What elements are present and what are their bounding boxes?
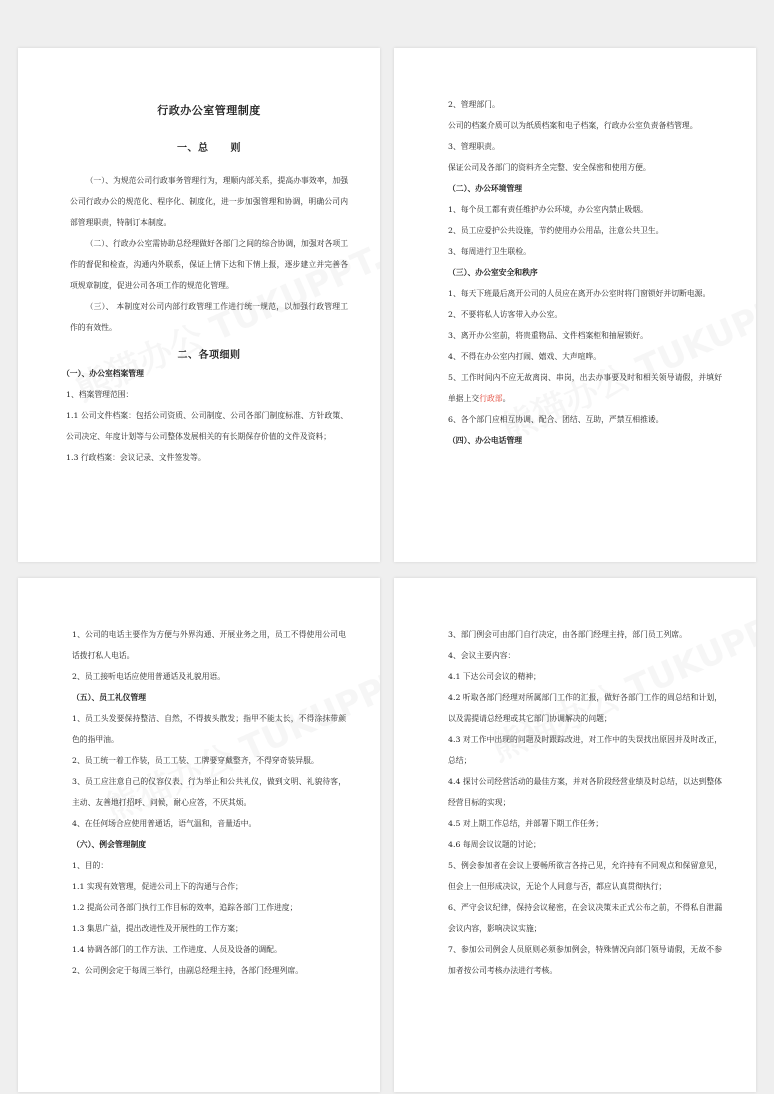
- document-title: 行政办公室管理制度: [157, 104, 261, 117]
- document-page-3: [18, 578, 380, 1092]
- paragraph: 3、员工应注意自己的仪容仪表、行为举止和公共礼仪，做到文明、礼貌待客，主动、友善地打招呼、问候，耐心应答，不厌其烦。: [72, 777, 346, 807]
- paragraph: 2、管理部门。: [448, 100, 500, 109]
- paragraph: 1、目的：: [72, 861, 109, 870]
- paragraph: 4.2 听取各部门经理对所属部门工作的汇报，做好各部门工作的周总结和计划，以及需提请总经理或其它部门协调解决的问题；: [448, 693, 722, 723]
- paragraph: 1、公司的电话主要作为方便与外界沟通、开展业务之用，员工不得使用公司电话拨打私人电话。: [72, 630, 346, 660]
- paragraph: 2、不要将私人访客带入办公室。: [448, 310, 563, 319]
- chapter-heading-details: 二、各项细则: [177, 350, 241, 361]
- paragraph: 1、员工头发要保持整洁、自然，不得披头散发；指甲不能太长，不得涂抹带颜色的指甲油。: [72, 714, 346, 744]
- paragraph: 1、档案管理范围：: [66, 390, 134, 399]
- document-page-4: [394, 578, 756, 1092]
- paragraph: 1、每天下班最后离开公司的人员应在离开办公室时将门窗锁好并切断电源。: [448, 289, 711, 298]
- document-page-2: [394, 48, 756, 562]
- paragraph: 3、部门例会可由部门自行决定，由各部门经理主持，部门员工列席。: [448, 630, 687, 639]
- paragraph: 4.1 下达公司会议的精神；: [448, 672, 541, 681]
- highlighted-text: 行政部: [479, 394, 503, 403]
- chapter-heading-general: 一、总 则: [177, 143, 241, 154]
- paragraph: 3、管理职责。: [448, 142, 500, 151]
- paragraph: 2、员工接听电话应使用普通话及礼貌用语。: [72, 672, 226, 681]
- paragraph: 4、会议主要内容：: [448, 651, 516, 660]
- paragraph: 3、每周进行卫生联检。: [448, 247, 531, 256]
- paragraph: 4、在任何场合应使用普通话，语气温和，音量适中。: [72, 819, 257, 828]
- paragraph: 1.2 提高公司各部门执行工作目标的效率，追踪各部门工作进度；: [72, 903, 298, 912]
- paragraph: 2、公司例会定于每周三举行，由副总经理主持，各部门经理列席。: [72, 966, 304, 975]
- paragraph: 1、每个员工都有责任维护办公环境，办公室内禁止吸烟。: [448, 205, 648, 214]
- paragraph: 6、严守会议纪律，保持会议秘密，在会议决策未正式公布之前，不得私自泄漏会议内容，影响决议实施；: [448, 903, 722, 933]
- paragraph: 5、工作时间内不应无故离岗、串岗，出去办事要及时和相关领导请假，并填好单据上交行政部。: [448, 373, 722, 403]
- paragraph: 2、员工统一着工作装，员工工装、工牌要穿戴整齐，不得穿奇装异服。: [72, 756, 319, 765]
- paragraph: 2、员工应爱护公共设施，节约使用办公用品，注意公共卫生。: [448, 226, 664, 235]
- paragraph: 4.4 探讨公司经营活动的最佳方案，并对各阶段经营业绩及时总结，以达到整体经营目标的实现；: [448, 777, 722, 807]
- paragraph: 7、参加公司例会人员原则必须参加例会，特殊情况向部门领导请假，无故不参加者按公司考核办法进行考核。: [448, 945, 722, 975]
- paragraph: 6、各个部门应相互协调、配合、团结、互助，严禁互相推诿。: [448, 415, 664, 424]
- paragraph: 1.4 协调各部门的工作方法、工作进度、人员及设备的调配。: [72, 945, 282, 954]
- paragraph: （一）、为规范公司行政事务管理行为，理顺内部关系，提高办事效率，加强公司行政办公的规范化、程序化、制度化，进一步加强管理和协调，明确公司内部管理职责，特制订本制度。: [70, 176, 348, 227]
- paragraph: 4、不得在办公室内打闹、嬉戏、大声喧哗。: [448, 352, 602, 361]
- section-heading: （二）、办公环境管理: [448, 184, 523, 193]
- paragraph: 1.1 实现有效管理，促进公司上下的沟通与合作；: [72, 882, 243, 891]
- section-heading: （六）、例会管理制度: [72, 840, 147, 849]
- section-heading: （五）、员工礼仪管理: [72, 693, 147, 702]
- paragraph: 4.6 每周会议议题的讨论；: [448, 840, 541, 849]
- paragraph: 1.1 公司文件档案：包括公司资质、公司制度、公司各部门制度标准、方针政策、公司决定、年度计划等与公司整体发展相关的有长期保存价值的文件及资料；: [66, 411, 348, 441]
- paragraph: 4.3 对工作中出现的问题及时跟踪改进，对工作中的失误找出原因并及时改正，总结；: [448, 735, 722, 765]
- section-heading: （三）、办公室安全和秩序: [448, 268, 538, 277]
- paragraph: （二）、行政办公室需协助总经理做好各部门之间的综合协调，加强对各项工作的督促和检查，沟通内外联系，保证上情下达和下情上报，逐步建立并完善各项规章制度，促进公司各项工作的规范化管理。: [70, 239, 348, 290]
- paragraph: 3、离开办公室前，将贵重物品、文件档案柜和抽屉锁好。: [448, 331, 648, 340]
- paragraph: 4.5 对上期工作总结，并部署下期工作任务；: [448, 819, 604, 828]
- paragraph: 1.3 行政档案：会议记录、文件签发等。: [66, 453, 206, 462]
- paragraph: 5、例会参加者在会议上要畅所欲言各持己见，允许持有不同观点和保留意见，但会上一但形成决议，无论个人同意与否，都应认真贯彻执行；: [448, 861, 722, 891]
- section-heading: （四）、办公电话管理: [448, 436, 523, 445]
- paragraph: （三）、 本制度对公司内部行政管理工作进行统一规范，以加强行政管理工作的有效性。: [70, 302, 348, 332]
- section-heading: （一）、办公室档案管理: [62, 369, 144, 378]
- document-page-1: [18, 48, 380, 562]
- paragraph: 保证公司及各部门的资料齐全完整、安全保密和使用方便。: [448, 163, 651, 172]
- paragraph: 1.3 集思广益，提出改进性及开展性的工作方案；: [72, 924, 243, 933]
- paragraph: 公司的档案介质可以为纸质档案和电子档案，行政办公室负责备档管理。: [448, 121, 698, 130]
